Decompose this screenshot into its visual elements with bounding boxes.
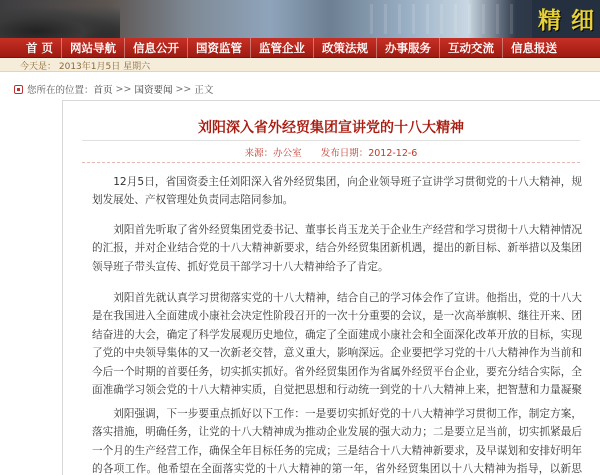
nav-item-home[interactable]: 首 页 xyxy=(18,38,62,58)
article-title: 刘阳深入省外经贸集团宣讲党的十八大精神 xyxy=(198,120,464,136)
banner-coal-image xyxy=(0,6,120,38)
breadcrumb xyxy=(0,78,600,100)
article-source: 来源：办公室 xyxy=(244,148,302,159)
article-paragraph: 刘阳首先就认真学习贯彻落实党的十八大精神，结合自己的学习体会作了宣讲。他指出，党的十八大是在我国进入全面建成小康社会决定性阶段召开的一次十分重要的会议，是一次高举旗帜、继往开来、团结奋进的大会，确定了科学发展观历史地位，确定了全面建成小康社会和全面深化改革开放的目标，实现了党的中央领导集体的又一次新老交替，意义重大，影响深远。企业要把学习党的十八大精神作为当前和今后一个时期的首要任务，切实抓实抓好。省外经贸集团作为省属外经贸平台企业，要充分结合实际，全面准确学习领会党的十八大精神实质，自觉把思想和行动统一到党的十八大精神上来，把智慧和力量凝聚 xyxy=(92,292,582,397)
article-meta xyxy=(62,145,600,159)
nav-item-asset-supervision[interactable]: 国资监管 xyxy=(188,38,251,58)
article-paragraph: 刘阳强调，下一步要重点抓好以下工作：一是要切实抓好党的十八大精神学习贯彻工作，制定方案，落实措施，明确任务，让党的十八大精神成为推动企业发展的强大动力；二是要立足当前，切实抓紧最后一个月的生产经营工作，确保全年目标任务的完成；三是结合十八大精神新要求，及早谋划和安排好明年的各项工作。他希望在全面落实党的十八大精神的第一年，省外经贸集团以十八大精神为指导，以新思 xyxy=(92,408,582,475)
breadcrumb-separator: >> xyxy=(175,83,192,95)
nav-item-services[interactable]: 办事服务 xyxy=(377,38,440,58)
breadcrumb-separator: >> xyxy=(115,83,132,95)
date-bar xyxy=(0,58,600,72)
nav-item-site-guide[interactable]: 网站导航 xyxy=(62,38,125,58)
nav-item-interaction[interactable]: 互动交流 xyxy=(440,38,503,58)
breadcrumb-prefix: 您所在的位置： xyxy=(27,85,94,96)
article-paragraph: 12月5日，省国资委主任刘阳深入省外经贸集团，向企业领导班子宣讲学习贯彻党的十八大精神，规划发展处、产权管理处负责同志陪同参加。 xyxy=(92,176,582,207)
site-banner xyxy=(0,0,600,38)
main-nav xyxy=(0,38,600,58)
location-icon xyxy=(14,85,23,94)
banner-port-image xyxy=(370,4,520,34)
nav-item-supervised-enterprises[interactable]: 监管企业 xyxy=(251,38,314,58)
breadcrumb-section-link[interactable]: 国资要闻 xyxy=(134,85,173,96)
article-date: 发布日期：2012-12-6 xyxy=(320,148,418,159)
meta-divider xyxy=(82,162,580,163)
breadcrumb-current: 正文 xyxy=(194,85,214,96)
banner-slogan: 精 细 xyxy=(538,7,596,34)
current-date: 今天是： 2013年1月5日 星期六 xyxy=(20,62,151,72)
title-divider xyxy=(82,140,580,141)
breadcrumb-home-link[interactable]: 首页 xyxy=(93,85,113,96)
article-paragraph: 刘阳首先听取了省外经贸集团党委书记、董事长肖玉龙关于企业生产经营和学习贯彻十八大精神情况的汇报，并对企业结合党的十八大精神新要求，结合外经贸集团新机遇，提出的新目标、新举措以及集团领导班子带头宣传、抓好党员干部学习十八大精神给予了肯定。 xyxy=(92,224,582,273)
nav-item-info-submission[interactable]: 信息报送 xyxy=(511,41,558,55)
nav-item-policies-regulations[interactable]: 政策法规 xyxy=(314,38,377,58)
nav-item-info-disclosure[interactable]: 信息公开 xyxy=(125,38,188,58)
